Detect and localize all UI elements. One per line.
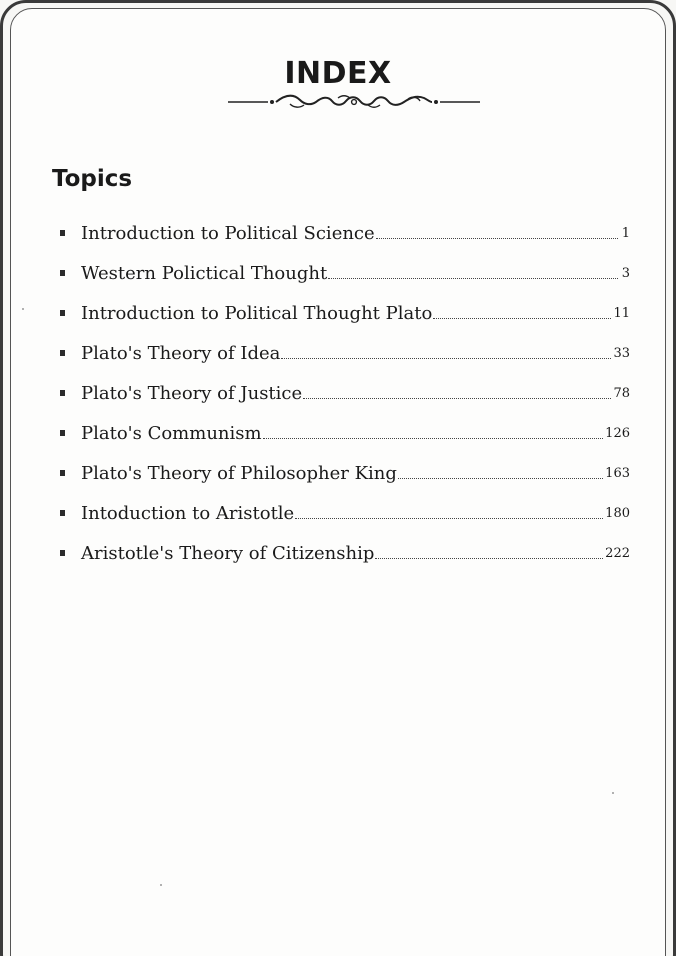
toc-entry-title: Introduction to Political Science: [81, 223, 375, 244]
toc-entry: [60, 366, 630, 406]
scan-speck: [160, 884, 162, 886]
toc-entry-title: Plato's Theory of Philosopher King: [81, 463, 397, 484]
square-bullet-icon: [60, 550, 65, 556]
toc-entry: [60, 446, 630, 486]
toc-entry-title: Plato's Theory of Justice: [81, 383, 303, 404]
scan-speck: [22, 308, 24, 310]
dot-leader: [328, 277, 618, 279]
toc-entry: [60, 286, 630, 326]
dot-leader: [376, 237, 618, 239]
toc-entry-page: 126: [605, 426, 630, 441]
square-bullet-icon: [60, 510, 65, 516]
flourish-divider-icon: [228, 92, 480, 112]
section-heading: Topics: [52, 166, 133, 192]
dot-leader: [375, 557, 603, 559]
dot-leader: [281, 357, 611, 359]
toc-entry-title: Plato's Communism: [81, 423, 262, 444]
dot-leader: [263, 437, 604, 439]
toc-entry: [60, 406, 630, 446]
scan-speck: [612, 792, 614, 794]
toc-entry: [60, 526, 630, 566]
page-title: INDEX: [284, 56, 392, 91]
toc-entry-page: 78: [613, 386, 630, 401]
toc-entry-title: Aristotle's Theory of Citizenship: [81, 543, 375, 564]
square-bullet-icon: [60, 310, 65, 316]
toc-entry: [60, 326, 630, 366]
dot-leader: [398, 477, 603, 479]
square-bullet-icon: [60, 270, 65, 276]
toc-entry-title: Intoduction to Aristotle: [81, 503, 295, 524]
toc-entry-page: 3: [621, 266, 630, 281]
toc-entry-page: 222: [605, 546, 630, 561]
square-bullet-icon: [60, 390, 65, 396]
dot-leader: [433, 317, 611, 319]
toc-entry-title: Plato's Theory of Idea: [81, 343, 281, 364]
toc-entry: [60, 246, 630, 286]
square-bullet-icon: [60, 350, 65, 356]
toc-entry-page: 163: [605, 466, 630, 481]
toc-entry: [60, 486, 630, 526]
dot-leader: [295, 517, 603, 519]
square-bullet-icon: [60, 470, 65, 476]
toc-entry: [60, 206, 630, 246]
toc-entry-page: 1: [621, 226, 630, 241]
toc-entry-title: Western Polictical Thought: [81, 263, 328, 284]
toc-entry-page: 33: [613, 346, 630, 361]
toc-entry-page: 11: [613, 306, 630, 321]
toc-entry-page: 180: [605, 506, 630, 521]
dot-leader: [303, 397, 611, 399]
square-bullet-icon: [60, 230, 65, 236]
square-bullet-icon: [60, 430, 65, 436]
toc-entry-title: Introduction to Political Thought Plato: [81, 303, 433, 324]
table-of-contents: [60, 206, 630, 566]
